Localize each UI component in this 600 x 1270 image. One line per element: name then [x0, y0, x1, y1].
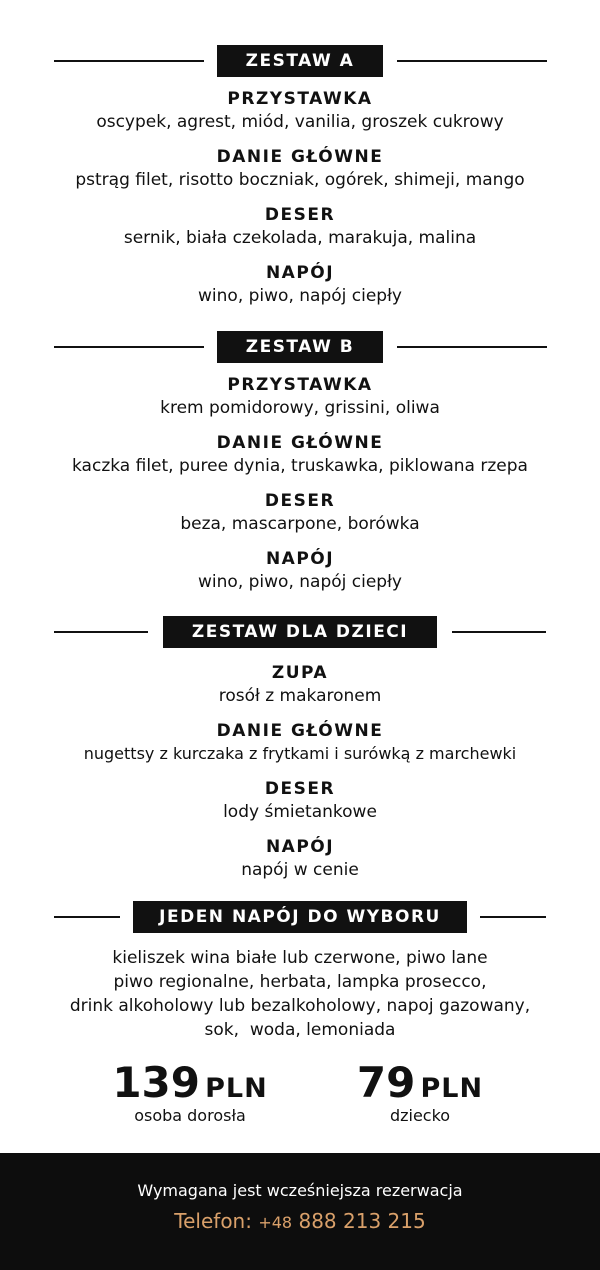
price-amount: 139 [112, 1058, 200, 1107]
course-items: oscypek, agrest, miód, vanilia, groszek cukrowy [96, 112, 504, 132]
reservation-note: Wymagana jest wcześniejsza rezerwacja [137, 1181, 463, 1200]
course-title: NAPÓJ [265, 549, 335, 569]
price-label: dziecko [389, 1106, 451, 1125]
course-items: krem pomidorowy, grissini, oliwa [160, 398, 440, 418]
course-items: nugettsy z kurczaka z frytkami i surówką z marchewki [83, 744, 517, 763]
course-title: ZUPA [271, 663, 329, 683]
footer [0, 1153, 600, 1270]
phone-number[interactable] [0, 1209, 600, 1233]
section-title: ZESTAW B [217, 331, 383, 363]
course-items: kaczka filet, puree dynia, truskawka, piklowana rzepa [72, 456, 528, 476]
drinks-line: piwo regionalne, herbata, lampka prosecco, [113, 972, 487, 992]
phone-label: Telefon: [174, 1209, 259, 1233]
course-items: beza, mascarpone, borówka [180, 514, 420, 534]
course-title: DANIE GŁÓWNE [216, 433, 384, 453]
divider-line [452, 631, 546, 633]
divider-line [54, 631, 148, 633]
section-title: ZESTAW A [217, 45, 383, 77]
divider-line [397, 60, 547, 62]
divider-line [54, 60, 204, 62]
section-title: ZESTAW DLA DZIECI [163, 616, 437, 648]
divider-line [54, 346, 204, 348]
course-items: sernik, biała czekolada, marakuja, malina [123, 228, 477, 248]
course-title: DANIE GŁÓWNE [216, 721, 384, 741]
price-currency: PLN [420, 1073, 484, 1104]
drinks-line: sok, woda, lemoniada [204, 1020, 396, 1040]
drinks-list [0, 946, 600, 1042]
section-header-zestaw-dla-dzieci [0, 616, 600, 648]
course-items: napój w cenie [241, 860, 359, 880]
course-items: rosół z makaronem [218, 686, 382, 706]
course-title: PRZYSTAWKA [227, 89, 373, 109]
divider-line [397, 346, 547, 348]
price-amount: 79 [356, 1058, 416, 1107]
course-title: PRZYSTAWKA [227, 375, 373, 395]
course-block [0, 204, 600, 250]
course-block [0, 720, 600, 766]
course-block [0, 836, 600, 882]
section-title: JEDEN NAPÓJ DO WYBORU [133, 901, 467, 933]
course-items: wino, piwo, napój ciepły [198, 286, 402, 306]
course-block [0, 778, 600, 824]
course-items: lody śmietankowe [223, 802, 377, 822]
course-title: DESER [264, 205, 336, 225]
course-title: NAPÓJ [265, 837, 335, 857]
section-header-zestaw-b [0, 331, 600, 363]
drinks-line: drink alkoholowy lub bezalkoholowy, napoj gazowany, [69, 996, 531, 1016]
course-block [0, 374, 600, 420]
course-block [0, 490, 600, 536]
course-block [0, 88, 600, 134]
drinks-line: kieliszek wina białe lub czerwone, piwo lane [112, 948, 488, 968]
course-block [0, 662, 600, 708]
course-title: DESER [264, 491, 336, 511]
price-adult [100, 1060, 280, 1126]
divider-line [480, 916, 546, 918]
course-title: DANIE GŁÓWNE [216, 147, 384, 167]
phone-digits: 888 213 215 [292, 1209, 426, 1233]
price-label: osoba dorosła [134, 1106, 246, 1125]
price-currency: PLN [205, 1073, 268, 1104]
course-title: NAPÓJ [265, 263, 335, 283]
divider-line [54, 916, 120, 918]
course-block [0, 432, 600, 478]
course-block [0, 262, 600, 308]
course-items: wino, piwo, napój ciepły [198, 572, 402, 592]
price-child [330, 1060, 510, 1126]
course-title: DESER [264, 779, 336, 799]
section-header-zestaw-a [0, 45, 600, 77]
course-block [0, 548, 600, 594]
phone-prefix: +48 [258, 1213, 293, 1232]
section-header-drinks [0, 901, 600, 933]
course-items: pstrąg filet, risotto boczniak, ogórek, shimeji, mango [75, 170, 525, 190]
course-block [0, 146, 600, 192]
